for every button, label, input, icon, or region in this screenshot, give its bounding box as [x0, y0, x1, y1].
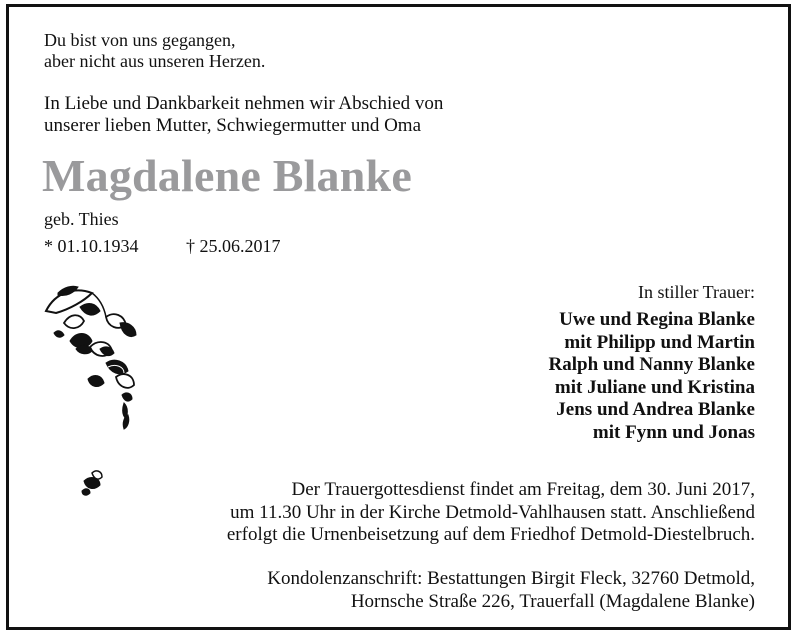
maiden-name: geb. Thies [44, 209, 119, 229]
quote-line-1: Du bist von uns gegangen, [44, 30, 236, 50]
death-date: † 25.06.2017 [186, 236, 281, 256]
mourner-line: mit Fynn und Jonas [592, 421, 755, 443]
service-line: erfolgt die Urnenbeisetzung auf dem Friedhof Detmold-Diestelbruch. [226, 524, 755, 545]
mourner-line: mit Juliane und Kristina [554, 376, 755, 398]
mourner-line: Ralph und Nanny Blanke [548, 354, 755, 376]
address-line: Hornsche Straße 226, Trauerfall (Magdalene Blanke) [350, 590, 755, 612]
intro-line-1: In Liebe und Dankbarkeit nehmen wir Abschied von [44, 93, 444, 114]
intro-line-2: unserer lieben Mutter, Schwiegermutter und Oma [44, 115, 422, 136]
deceased-name: Magdalene Blanke [42, 150, 412, 201]
mourner-line: Uwe und Regina Blanke [559, 309, 755, 330]
mourners-list [549, 309, 755, 445]
service-line: um 11.30 Uhr in der Kirche Detmold-Vahlhausen statt. Anschließend [230, 501, 755, 523]
service-info [227, 479, 755, 547]
mourning-label: In stiller Trauer: [638, 282, 755, 302]
mourner-line: Jens und Andrea Blanke [556, 399, 755, 421]
birth-date: * 01.10.1934 [44, 236, 139, 256]
mourner-line: mit Philipp und Martin [564, 331, 755, 353]
condolence-address [267, 568, 755, 613]
falling-leaves-icon [44, 283, 144, 513]
service-line: Der Trauergottesdienst findet am Freitag, dem 30. Juni 2017, [291, 479, 755, 500]
address-line: Kondolenzanschrift: Bestattungen Birgit Fleck, 32760 Detmold, [267, 568, 755, 589]
quote-line-2: aber nicht aus unseren Herzen. [44, 51, 266, 71]
